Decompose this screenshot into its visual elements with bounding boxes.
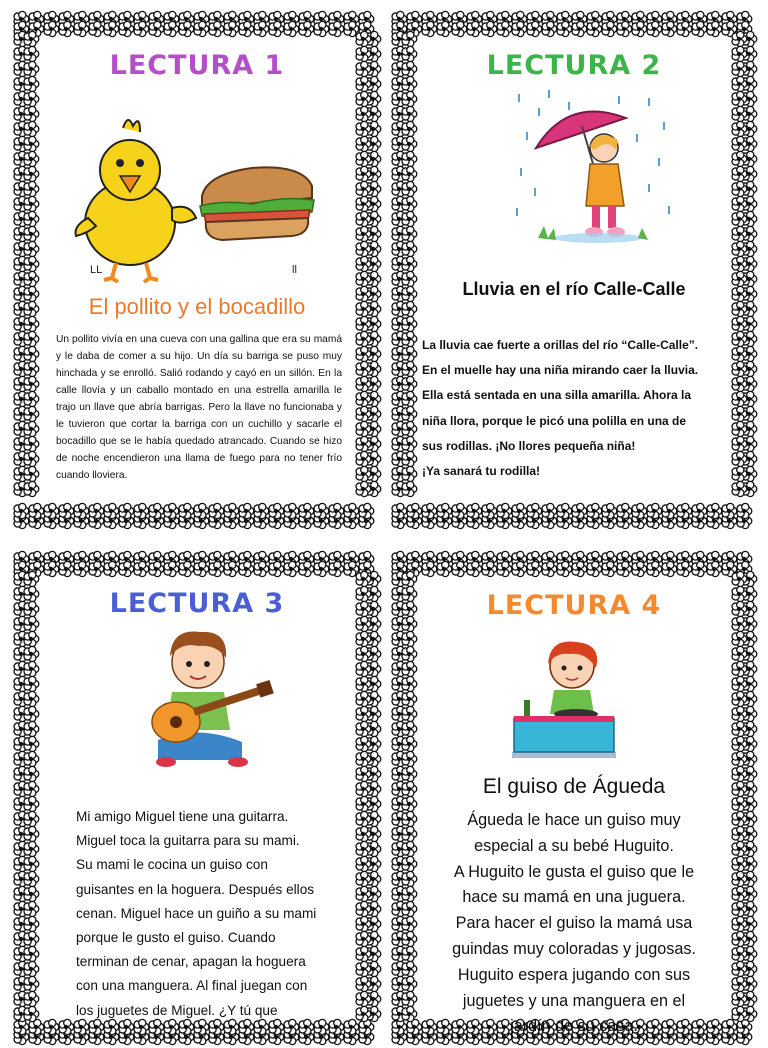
flower-ornament [602, 21, 617, 36]
flower-ornament [299, 21, 314, 36]
flower-ornament [24, 211, 39, 226]
flower-ornament [402, 196, 417, 211]
flower-ornament [134, 561, 149, 576]
flower-ornament [59, 561, 74, 576]
flower-ornament [209, 561, 224, 576]
flower-ornament [194, 561, 209, 576]
card-heading: LECTURA 1 [109, 50, 285, 81]
flower-ornament [24, 721, 39, 736]
flower-ornament [587, 503, 602, 518]
flower-ornament [402, 751, 417, 766]
flower-ornament [402, 421, 417, 436]
flower-ornament [402, 721, 417, 736]
flower-ornament [24, 751, 39, 766]
flower-ornament [24, 841, 39, 856]
flower-ornament [24, 931, 39, 946]
flower-ornament [24, 946, 39, 961]
flower-ornament [24, 826, 39, 841]
flower-ornament [24, 406, 39, 421]
flower-ornament [269, 561, 284, 576]
card-heading: LECTURA 4 [486, 590, 662, 621]
flower-ornament [422, 503, 437, 518]
flower-ornament [44, 1019, 59, 1034]
flower-ornament [179, 561, 194, 576]
flower-ornament [572, 503, 587, 518]
flower-ornament [402, 106, 417, 121]
flower-ornament [24, 331, 39, 346]
flower-ornament [497, 21, 512, 36]
flower-ornament [299, 503, 314, 518]
story-line: Huguito espera jugando con sus [457, 965, 691, 984]
flower-ornament [632, 503, 647, 518]
flower-ornament [542, 503, 557, 518]
flower-ornament [482, 561, 497, 576]
flower-ornament [662, 561, 677, 576]
story-line: especial a su bebé Huguito. [474, 836, 674, 855]
flower-ornament [59, 503, 74, 518]
flower-ornament [164, 503, 179, 518]
boy-guitar-illustration [142, 620, 282, 770]
flower-ornament [254, 561, 269, 576]
flower-ornament [24, 766, 39, 781]
flower-ornament [194, 21, 209, 36]
flower-ornament [89, 21, 104, 36]
flower-ornament [527, 561, 542, 576]
story-line: guisantes en la hoguera. Después ellos [76, 881, 315, 897]
flower-ornament [24, 121, 39, 136]
chick-illustration [68, 108, 198, 283]
story-line: La lluvia cae fuerte a orillas del río “Calle-Calle”. [422, 338, 699, 352]
girl-umbrella-illustration [508, 88, 678, 248]
flower-ornament [402, 361, 417, 376]
flower-ornament [269, 503, 284, 518]
flower-ornament [617, 21, 632, 36]
flower-ornament [707, 561, 722, 576]
flower-ornament [24, 691, 39, 706]
reading-card-3 [10, 548, 384, 1024]
flower-ornament [24, 106, 39, 121]
flower-ornament [24, 856, 39, 871]
flower-ornament [452, 503, 467, 518]
flower-ornament [24, 181, 39, 196]
flower-ornament [737, 503, 752, 518]
flower-ornament [179, 503, 194, 518]
flower-ornament [402, 406, 417, 421]
flower-ornament [402, 166, 417, 181]
flower-ornament [402, 226, 417, 241]
flower-ornament [557, 561, 572, 576]
story-line: sus rodillas. ¡No llores pequeña niña! [422, 438, 636, 453]
flower-ornament [402, 376, 417, 391]
flower-ornament [104, 21, 119, 36]
flower-ornament [402, 451, 417, 466]
flower-ornament [149, 21, 164, 36]
story-line: Ella está sentada en una silla amarilla. Ahora la [422, 388, 692, 403]
flower-ornament [14, 503, 29, 518]
flower-ornament [24, 226, 39, 241]
flower-ornament [402, 316, 417, 331]
flower-ornament [632, 21, 647, 36]
flower-ornament [467, 503, 482, 518]
reading-card-4 [388, 548, 760, 1036]
flower-ornament [104, 503, 119, 518]
flower-ornament [662, 503, 677, 518]
story-line: cenan. Miguel hace un guiño a su mami [76, 905, 317, 921]
flower-ornament [527, 21, 542, 36]
flower-ornament [402, 211, 417, 226]
flower-ornament [24, 991, 39, 1006]
flower-ornament [407, 503, 422, 518]
story-line: niña llora, porque le picó una polilla en una de [422, 413, 687, 428]
flower-ornament [482, 21, 497, 36]
story-title: Lluvia en el río Calle-Calle [462, 279, 686, 299]
flower-ornament [402, 181, 417, 196]
flower-ornament [119, 503, 134, 518]
flower-ornament [422, 561, 437, 576]
flower-ornament [314, 561, 329, 576]
flower-ornament [134, 21, 149, 36]
flower-ornament [24, 391, 39, 406]
flower-ornament [497, 561, 512, 576]
flower-ornament [482, 503, 497, 518]
flower-ornament [647, 503, 662, 518]
flower-ornament [677, 561, 692, 576]
reading-card-1 [10, 8, 384, 532]
flower-ornament [24, 916, 39, 931]
story-line: Para hacer el guiso la mamá usa [455, 914, 693, 933]
flower-ornament [632, 561, 647, 576]
flower-ornament [707, 21, 722, 36]
flower-ornament [24, 241, 39, 256]
flower-ornament [24, 736, 39, 751]
story-line: terminan de cenar, apagan la hoguera [76, 954, 306, 970]
flower-ornament [104, 561, 119, 576]
flower-ornament [512, 21, 527, 36]
flower-ornament [24, 901, 39, 916]
flower-ornament [512, 561, 527, 576]
story-line: porque le gusto el guiso. Cuando [76, 930, 276, 946]
story-line: Su mami le cocina un guiso con [76, 857, 268, 873]
flower-ornament [662, 21, 677, 36]
flower-ornament [24, 421, 39, 436]
flower-ornament [572, 561, 587, 576]
flower-ornament [557, 21, 572, 36]
flower-ornament [602, 561, 617, 576]
flower-ornament [692, 561, 707, 576]
flower-ornament [452, 561, 467, 576]
flower-ornament [24, 871, 39, 886]
flower-ornament [179, 21, 194, 36]
card-heading: LECTURA 3 [109, 588, 285, 619]
card-heading: LECTURA 2 [486, 50, 662, 81]
flower-ornament [329, 21, 344, 36]
flower-ornament [452, 21, 467, 36]
story-line: hace su mamá en una juguera. [462, 888, 686, 907]
flower-ornament [149, 503, 164, 518]
flower-ornament [24, 976, 39, 991]
flower-ornament [647, 21, 662, 36]
story-text [56, 331, 342, 484]
story-text [408, 808, 740, 1040]
flower-ornament [677, 21, 692, 36]
story-line: A Huguito le gusta el guiso que le [453, 862, 695, 881]
flower-ornament [647, 561, 662, 576]
flower-ornament [24, 661, 39, 676]
flower-ornament [24, 361, 39, 376]
flower-ornament [329, 503, 344, 518]
flower-ornament [24, 796, 39, 811]
reading-card-2 [388, 8, 760, 532]
flower-ornament [497, 503, 512, 518]
flower-ornament [402, 436, 417, 451]
flower-ornament [89, 561, 104, 576]
flower-ornament [29, 503, 44, 518]
flower-ornament [59, 1019, 74, 1034]
flower-ornament [587, 21, 602, 36]
flower-ornament [224, 21, 239, 36]
flower-ornament [422, 21, 437, 36]
flower-ornament [239, 503, 254, 518]
story-line: los juguetes de Miguel. ¿Y tú que [76, 1002, 278, 1018]
flower-ornament [24, 886, 39, 901]
flower-ornament [402, 631, 417, 646]
story-paragraph: Un pollito vivía en una cueva con una gallina que era su mamá y le daba de comer a su hijo. Un día su barriga se puso muy hinchada y se enrolló. Salió rodando y cayó en un sillón. En la calle llovía y un caballo montado en una estrella amarilla le trajo un llave que abría barrigas. Pero la llave no funcionaba y le tuvieron que cortar la barriga con un cuchillo y sacarle el bocadillo que se le había quedado atrancado. Cuando se hizo de noche encendieron una llama de fuego para no tener frío cuando lloviera. [56, 334, 342, 481]
story-line: Mi amigo Miguel tiene una guitarra. [76, 809, 289, 824]
flower-ornament [542, 561, 557, 576]
flower-ornament [24, 376, 39, 391]
flower-ornament [402, 256, 417, 271]
flower-ornament [437, 503, 452, 518]
flower-ornament [24, 961, 39, 976]
flower-ornament [24, 256, 39, 271]
flower-ornament [24, 481, 39, 496]
flower-ornament [572, 21, 587, 36]
story-text [76, 805, 366, 1023]
flower-ornament [467, 561, 482, 576]
flower-ornament [24, 136, 39, 151]
flower-ornament [437, 561, 452, 576]
flower-ornament [542, 21, 557, 36]
flower-ornament [134, 503, 149, 518]
sandwich-illustration [192, 156, 322, 246]
girl-cooking-illustration [510, 634, 626, 762]
flower-ornament [402, 346, 417, 361]
flower-ornament [402, 706, 417, 721]
flower-ornament [527, 503, 542, 518]
flower-ornament [402, 331, 417, 346]
flower-ornament [402, 736, 417, 751]
flower-ornament [209, 21, 224, 36]
flower-ornament [24, 436, 39, 451]
flower-ornament [209, 503, 224, 518]
flower-ornament [119, 561, 134, 576]
flower-ornament [24, 91, 39, 106]
story-line: ¡Ya sanará tu rodilla! [422, 464, 541, 479]
flower-ornament [602, 503, 617, 518]
flower-ornament [24, 631, 39, 646]
flower-ornament [314, 21, 329, 36]
story-line: jardín de su casa. [510, 1017, 638, 1036]
flower-ornament [44, 561, 59, 576]
flower-ornament [164, 561, 179, 576]
flower-ornament [119, 21, 134, 36]
flower-ornament [254, 503, 269, 518]
flower-ornament [344, 503, 359, 518]
flower-ornament [24, 706, 39, 721]
flower-ornament [44, 21, 59, 36]
flower-ornament [164, 21, 179, 36]
flower-ornament [239, 21, 254, 36]
story-line: Águeda le hace un guiso muy [467, 811, 681, 829]
flower-ornament [587, 561, 602, 576]
flower-ornament [437, 21, 452, 36]
story-line: En el muelle hay una niña mirando caer la lluvia. [422, 363, 699, 378]
flower-ornament [284, 561, 299, 576]
flower-ornament [512, 503, 527, 518]
flower-ornament [402, 646, 417, 661]
flower-ornament [692, 21, 707, 36]
flower-ornament [402, 241, 417, 256]
flower-ornament [402, 136, 417, 151]
flower-ornament [59, 21, 74, 36]
flower-ornament [359, 503, 374, 518]
story-line: juguetes y una manguera en el [462, 991, 686, 1010]
flower-ornament [24, 466, 39, 481]
flower-ornament [74, 503, 89, 518]
flower-ornament [402, 466, 417, 481]
flower-ornament [24, 166, 39, 181]
flower-ornament [24, 781, 39, 796]
flower-ornament [24, 646, 39, 661]
flower-ornament [149, 561, 164, 576]
flower-ornament [329, 561, 344, 576]
flower-ornament [89, 503, 104, 518]
label-uppercase-ll: LL [90, 264, 103, 276]
flower-ornament [269, 21, 284, 36]
flower-ornament [402, 481, 417, 496]
flower-ornament [722, 503, 737, 518]
flower-ornament [74, 561, 89, 576]
flower-ornament [617, 503, 632, 518]
flower-ornament [224, 503, 239, 518]
flower-ornament [392, 503, 407, 518]
flower-ornament [402, 691, 417, 706]
flower-ornament [24, 811, 39, 826]
flower-ornament [402, 91, 417, 106]
flower-ornament [467, 21, 482, 36]
story-title: El guiso de Águeda [482, 775, 666, 798]
flower-ornament [24, 196, 39, 211]
flower-ornament [284, 21, 299, 36]
flower-ornament [74, 21, 89, 36]
flower-ornament [254, 21, 269, 36]
story-text [422, 333, 740, 484]
flower-ornament [402, 301, 417, 316]
story-title: El pollito y el bocadillo [88, 294, 306, 319]
flower-ornament [557, 503, 572, 518]
flower-ornament [402, 121, 417, 136]
flower-ornament [24, 451, 39, 466]
flower-ornament [692, 503, 707, 518]
flower-ornament [299, 561, 314, 576]
flower-ornament [24, 346, 39, 361]
story-line: guindas muy coloradas y jugosas. [452, 939, 696, 958]
story-line: Miguel toca la guitarra para su mami. [76, 833, 300, 849]
flower-ornament [314, 503, 329, 518]
flower-ornament [402, 661, 417, 676]
flower-ornament [24, 676, 39, 691]
flower-ornament [617, 561, 632, 576]
label-lowercase-ll: ll [292, 264, 297, 276]
flower-ornament [402, 151, 417, 166]
flower-ornament [239, 561, 254, 576]
flower-ornament [402, 391, 417, 406]
flower-ornament [707, 503, 722, 518]
flower-ornament [677, 503, 692, 518]
flower-ornament [284, 503, 299, 518]
flower-ornament [24, 151, 39, 166]
flower-ornament [44, 503, 59, 518]
flower-ornament [402, 676, 417, 691]
flower-ornament [194, 503, 209, 518]
flower-ornament [224, 561, 239, 576]
story-line: con una manguera. Al final juegan con [76, 978, 308, 994]
flower-ornament [24, 271, 39, 286]
